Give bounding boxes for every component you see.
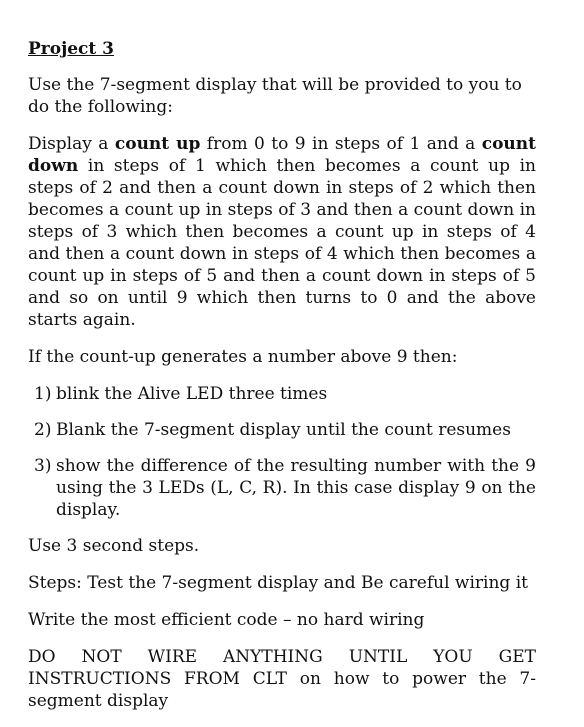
list-item-number: 3) xyxy=(34,456,52,476)
list-item-number: 1) xyxy=(34,384,52,404)
count-down-emphasis: count down xyxy=(28,134,536,176)
main-paragraph-text-1: Display a xyxy=(28,134,115,154)
list-item-text: Blank the 7-segment display until the count resumes xyxy=(56,420,511,440)
list-item xyxy=(34,419,536,441)
efficient-code-paragraph: Write the most efficient code – no hard wiring xyxy=(28,610,425,630)
main-paragraph-text-3: in steps of 1 which then becomes a count up in steps of 2 and then a count down in steps of 2 which then becomes a count up in steps of 3 and then a count down in steps of 3 which then becomes a count up in steps of 4 and then a count down in steps of 4 which then becomes a count up in steps of 5 and then a count down in steps of 5 and so on until 9 which then turns to 0 and the above starts again. xyxy=(28,156,536,330)
warning-paragraph: DO NOT WIRE ANYTHING UNTIL YOU GET INSTRUCTIONS FROM CLT on how to power the 7-segment display xyxy=(28,647,536,711)
list-item xyxy=(34,383,536,405)
list-item-number: 2) xyxy=(34,420,52,440)
list-item-text: blink the Alive LED three times xyxy=(56,384,328,404)
page-title: Project 3 xyxy=(28,39,114,59)
count-up-emphasis: count up xyxy=(114,134,201,154)
list-item xyxy=(34,455,536,521)
document-page xyxy=(28,38,536,727)
intro-paragraph: Use the 7-segment display that will be provided to you to do the following: xyxy=(28,75,522,117)
condition-paragraph: If the count-up generates a number above 9 then: xyxy=(28,347,458,367)
steps-test-paragraph: Steps: Test the 7-segment display and Be careful wiring it xyxy=(28,573,528,593)
main-paragraph xyxy=(28,133,536,331)
list-item-text: show the difference of the resulting number with the 9 using the 3 LEDs (L, C, R). In this case display 9 on the display. xyxy=(56,456,536,520)
steps-timing-paragraph: Use 3 second steps. xyxy=(28,536,200,556)
main-paragraph-text-2: from 0 to 9 in steps of 1 and a xyxy=(200,134,482,154)
